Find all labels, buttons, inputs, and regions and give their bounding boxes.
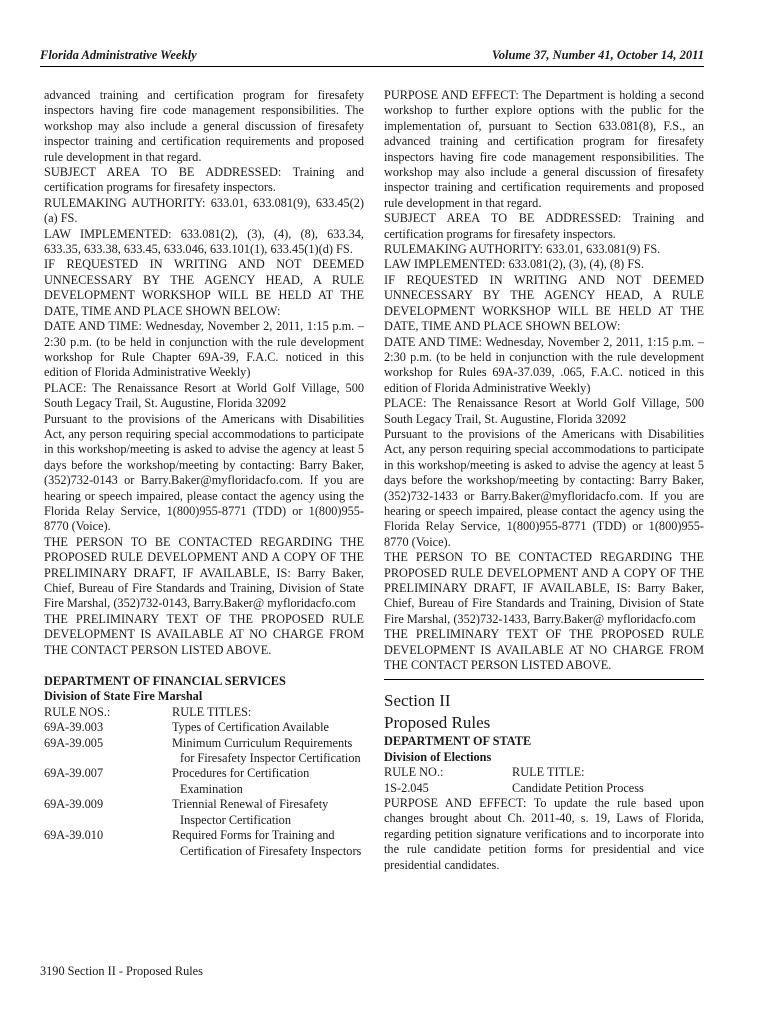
paragraph: LAW IMPLEMENTED: 633.081(2), (3), (4), (8) FS. bbox=[384, 257, 645, 272]
paragraph: THE PRELIMINARY TEXT OF THE PROPOSED RULE DEVELOPMENT IS AVAILABLE AT NO CHARGE FROM THE CONTACT PERSON LISTED ABOVE. bbox=[44, 611, 364, 657]
paragraph: IF REQUESTED IN WRITING AND NOT DEEMED UNNECESSARY BY THE AGENCY HEAD, A RULE DEVELOPMENT WORKSHOP WILL BE HELD AT THE DATE, TIME AND PLACE SHOWN BELOW: bbox=[44, 257, 364, 318]
rule-title-text: Triennial Renewal of Firesafety bbox=[172, 797, 329, 812]
rule-table bbox=[384, 765, 704, 796]
rule-number: 69A-39.009 bbox=[44, 797, 104, 812]
rule-number: 69A-39.003 bbox=[44, 720, 104, 735]
rules-table bbox=[44, 705, 364, 859]
division-heading: Division of Elections bbox=[384, 749, 492, 764]
paragraph: RULEMAKING AUTHORITY: 633.01, 633.081(9), 633.45(2)(a) FS. bbox=[44, 195, 364, 226]
rule-title-label: RULE TITLE: bbox=[512, 765, 585, 780]
paragraph: SUBJECT AREA TO BE ADDRESSED: Training and certification programs for firesafety inspectors. bbox=[44, 165, 364, 195]
paragraph: Pursuant to the provisions of the Americans with Disabilities Act, any person requiring special accommodations to participate in this workshop/meeting is asked to advise the agency at least 5 days before the workshop/meeting by contacting: Barry Baker, (352)732-0143 or Barry.Baker@myfloridacfo.com. If you are hearing or speech impaired, please contact the agency using the Florida Relay Service, 1(800)955-8771 (TDD) or 1(800)955-8770 (Voice). bbox=[44, 411, 364, 534]
paragraph: LAW IMPLEMENTED: 633.081(2), (3), (4), (8), 633.34, 633.35, 633.38, 633.45, 633.046, 633.101(1), 633.45(1)(d) FS. bbox=[44, 226, 364, 257]
paragraph: DATE AND TIME: Wednesday, November 2, 2011, 1:15 p.m. – 2:30 p.m. (to be held in conjunction with the rule development workshop for Rules 69A-37.039, .065, F.A.C. noticed in this edition of Florida Administrative Weekly) bbox=[384, 334, 704, 395]
rule-number: 69A-39.010 bbox=[44, 828, 104, 843]
table-header-row bbox=[384, 765, 704, 780]
rule-number: 69A-39.005 bbox=[44, 735, 104, 750]
paragraph: THE PRELIMINARY TEXT OF THE PROPOSED RULE DEVELOPMENT IS AVAILABLE AT NO CHARGE FROM THE CONTACT PERSON LISTED ABOVE. bbox=[384, 627, 704, 673]
department-heading: DEPARTMENT OF STATE bbox=[384, 734, 532, 749]
rule-title bbox=[172, 720, 364, 735]
rule-title-continued: for Firesafety Inspector Certification bbox=[180, 751, 361, 766]
rule-title-continued: Inspector Certification bbox=[180, 812, 291, 827]
rule-title-continued: Examination bbox=[180, 781, 243, 796]
paragraph: PURPOSE AND EFFECT: To update the rule based upon changes brought about Ch. 2011-40, s. 19, Laws of Florida, regarding petition signature verifications and to incorporate into the rule candidate petition forms for presidential and vice presidential candidates. bbox=[384, 796, 704, 872]
section-subtitle: Proposed Rules bbox=[384, 713, 491, 733]
table-row bbox=[44, 766, 364, 797]
rule-title-continued: Certification of Firesafety Inspectors bbox=[180, 843, 362, 858]
paragraph: advanced training and certification program for firesafety inspectors having fire code management responsibilities. The workshop may also include a general discussion of firesafety inspector training and certification requirements and proposed rule development in that regard. bbox=[44, 88, 364, 164]
issue-info: Volume 37, Number 41, October 14, 2011 bbox=[491, 48, 704, 62]
table-row bbox=[44, 720, 364, 735]
paragraph: SUBJECT AREA TO BE ADDRESSED: Training and certification programs for firesafety inspectors. bbox=[384, 211, 704, 241]
rule-title bbox=[172, 797, 364, 828]
right-column bbox=[384, 88, 704, 873]
section-divider bbox=[384, 679, 704, 680]
rule-no-label: RULE NO.: bbox=[384, 765, 444, 780]
department-heading: DEPARTMENT OF FINANCIAL SERVICES bbox=[44, 674, 286, 689]
paragraph: PURPOSE AND EFFECT: The Department is holding a second workshop to further explore options with the public for the implementation of, pursuant to Section 633.081(8), F.S., an advanced training and certification program for firesafety inspectors having fire code management responsibilities. The workshop may also include a general discussion of firesafety inspector training and certification requirements and proposed rule development in that regard. bbox=[384, 88, 704, 210]
left-column bbox=[44, 88, 364, 859]
paragraph: RULEMAKING AUTHORITY: 633.01, 633.081(9) FS. bbox=[384, 242, 661, 257]
page-footer: 3190 Section II - Proposed Rules bbox=[40, 964, 203, 978]
paragraph: DATE AND TIME: Wednesday, November 2, 2011, 1:15 p.m. – 2:30 p.m. (to be held in conjunction with the rule development workshop for Rule Chapter 69A-39, F.A.C. noticed in this edition of Florida Administrative Weekly) bbox=[44, 319, 364, 380]
paragraph: THE PERSON TO BE CONTACTED REGARDING THE PROPOSED RULE DEVELOPMENT AND A COPY OF THE PRELIMINARY DRAFT, IF AVAILABLE, IS: Barry Baker, Chief, Bureau of Fire Standards and Training, Division of State Fire Marshal, (352)732-1433, Barry.Baker@ myfloridacfo.com bbox=[384, 550, 704, 626]
rule-title bbox=[172, 766, 364, 797]
section-title: Section II bbox=[384, 691, 451, 711]
rule-title-text: Minimum Curriculum Requirements bbox=[172, 735, 353, 750]
rule-title-text: Required Forms for Training and bbox=[172, 828, 335, 843]
rule-title-text: Types of Certification Available bbox=[172, 720, 330, 735]
rule-nos-label: RULE NOS.: bbox=[44, 704, 111, 719]
rule-title: Candidate Petition Process bbox=[512, 780, 644, 795]
division-heading: Division of State Fire Marshal bbox=[44, 689, 203, 704]
rule-title bbox=[172, 736, 364, 767]
table-header-row bbox=[44, 705, 364, 720]
paragraph: Pursuant to the provisions of the Americans with Disabilities Act, any person requiring special accommodations to participate in this workshop/meeting is asked to advise the agency at least 5 days before the workshop/meeting by contacting: Barry Baker, (352)732-1433 or Barry.Baker@myfloridacfo.com. If you are hearing or speech impaired, please contact the agency using the Florida Relay Service, 1(800)955-8771 (TDD) or 1(800)955-8770 (Voice). bbox=[384, 426, 704, 549]
table-row bbox=[44, 797, 364, 828]
paragraph: IF REQUESTED IN WRITING AND NOT DEEMED UNNECESSARY BY THE AGENCY HEAD, A RULE DEVELOPMENT WORKSHOP WILL BE HELD AT THE DATE, TIME AND PLACE SHOWN BELOW: bbox=[384, 272, 704, 334]
rule-number: 69A-39.007 bbox=[44, 766, 104, 781]
table-row bbox=[384, 781, 704, 796]
page-header bbox=[40, 48, 704, 67]
paragraph: PLACE: The Renaissance Resort at World Golf Village, 500 South Legacy Trail, St. Augustine, Florida 32092 bbox=[44, 380, 364, 411]
journal-name: Florida Administrative Weekly bbox=[40, 48, 197, 62]
rule-title bbox=[172, 828, 364, 859]
paragraph: PLACE: The Renaissance Resort at World Golf Village, 500 South Legacy Trail, St. Augustine, Florida 32092 bbox=[384, 396, 704, 426]
rule-titles-label: RULE TITLES: bbox=[172, 704, 252, 719]
table-row bbox=[44, 736, 364, 767]
table-row bbox=[44, 828, 364, 859]
rule-number: 1S-2.045 bbox=[384, 780, 429, 795]
paragraph: THE PERSON TO BE CONTACTED REGARDING THE PROPOSED RULE DEVELOPMENT AND A COPY OF THE PRELIMINARY DRAFT, IF AVAILABLE, IS: Barry Baker, Chief, Bureau of Fire Standards and Training, Division of State Fire Marshal, (352)732-0143, Barry.Baker@ myfloridacfo.com bbox=[44, 534, 364, 611]
rule-title-text: Procedures for Certification bbox=[172, 766, 310, 781]
